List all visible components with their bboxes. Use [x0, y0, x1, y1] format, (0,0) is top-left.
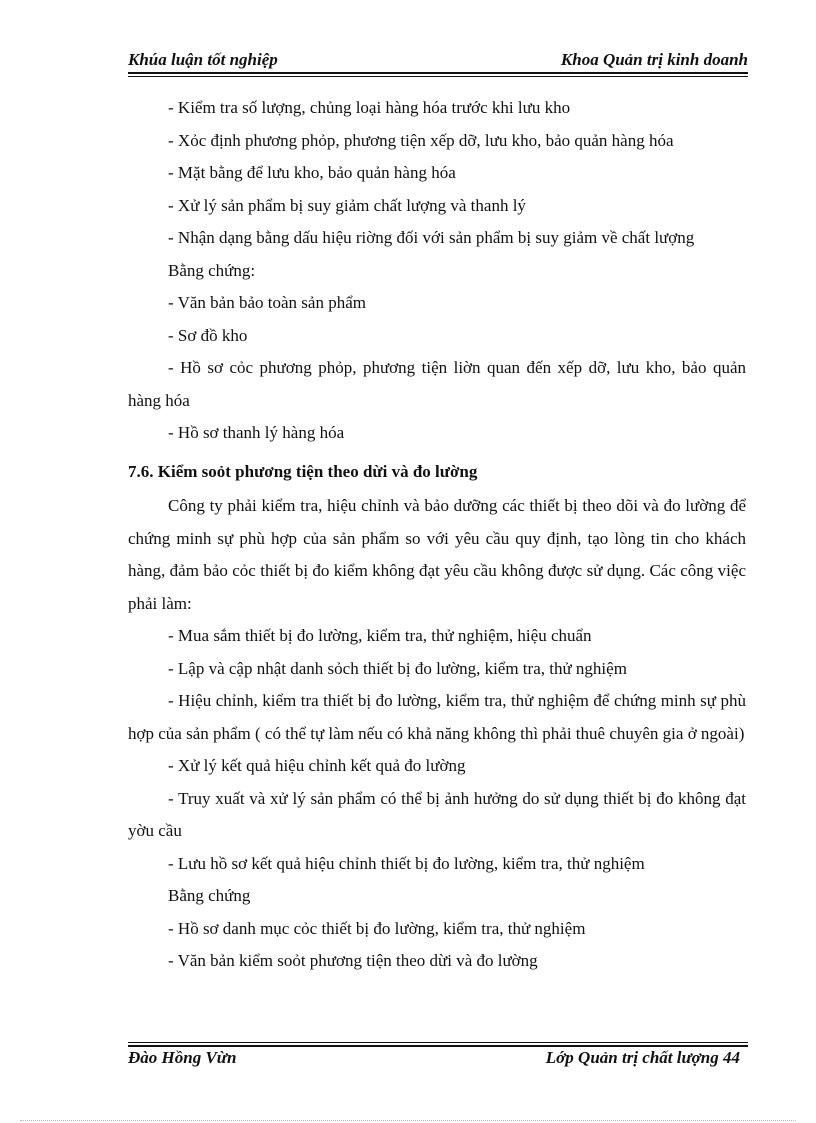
task-update-list: - Lập và cập nhật danh sỏch thiết bị đo lường, kiểm tra, thử nghiệm [168, 658, 627, 678]
evidence-control-doc: - Văn bản kiểm soỏt phương tiện theo dừi và đo lường [168, 951, 538, 970]
evidence-preservation-doc: - Văn bản bảo toàn sản phẩm [168, 293, 366, 312]
bullet-degraded-products: - Xử lý sản phẩm bị suy giảm chất lượng và thanh lý [168, 195, 526, 215]
page-header [128, 48, 748, 72]
evidence-liquidation-records: - Hồ sơ thanh lý hàng hóa [168, 423, 345, 442]
bullet-identification: - Nhận dạng bằng dấu hiệu riờng đối với sản phẩm bị suy giảm về chất lượng [168, 228, 695, 247]
task-purchase: - Mua sắm thiết bị đo lường, kiểm tra, thử nghiệm, hiệu chuẩn [168, 626, 592, 645]
task-keep-records: - Lưu hồ sơ kết quả hiệu chỉnh thiết bị đo lường, kiểm tra, thử nghiệm [168, 853, 645, 873]
evidence-label-2: Bằng chứng [168, 886, 251, 905]
task-process-results: - Xử lý kết quả hiệu chỉnh kết quả đo lường [168, 756, 466, 775]
bullet-handling-methods: - Xỏc định phương phỏp, phương tiện xếp dỡ, lưu kho, bảo quản hàng hóa [168, 130, 674, 150]
footer-author: Đào Hồng Vừn [128, 1048, 237, 1067]
page-footer [128, 1046, 748, 1070]
section-heading: 7.6. Kiểm soỏt phương tiện theo dừi và đo lường [128, 461, 478, 481]
page-bottom-dotted-line [20, 1120, 796, 1121]
header-thesis-title: Khúa luận tốt nghiệp [128, 50, 278, 69]
section-paragraph: Công ty phải kiểm tra, hiệu chỉnh và bảo dưỡng các thiết bị theo dõi và đo lường để chứng minh sự phù hợp của sản phẩm so với yêu cầu quy định, tạo lòng tin cho khách hàng, đảm bảo cỏc thiết bị đo kiểm không đạt yêu cầu không được sử dụng. Các công việc phải làm: [128, 496, 746, 613]
evidence-methods-records: - Hồ sơ cỏc phương phỏp, phương tiện liờn quan đến xếp dỡ, lưu kho, bảo quản hàng hóa [128, 358, 746, 410]
header-faculty: Khoa Quản trị kinh doanh [560, 50, 748, 69]
bullet-check-quantity: - Kiểm tra số lượng, chủng loại hàng hóa trước khi lưu kho [168, 98, 571, 117]
task-trace-products: - Truy xuất và xử lý sản phẩm có thể bị ảnh hưởng do sử dụng thiết bị đo không đạt yờu cầu [128, 788, 746, 840]
header-rule-thin [128, 76, 748, 77]
header-rule [128, 72, 748, 74]
footer-class: Lớp Quản trị chất lượng 44 [545, 1048, 740, 1067]
evidence-warehouse-map: - Sơ đồ kho [168, 325, 248, 345]
evidence-equipment-list: - Hồ sơ danh mục cỏc thiết bị đo lường, kiểm tra, thử nghiệm [168, 918, 586, 938]
bullet-storage-area: - Mặt bằng để lưu kho, bảo quản hàng hóa [168, 163, 456, 182]
evidence-label: Bằng chứng: [168, 260, 256, 280]
footer-rule-thin [128, 1042, 748, 1043]
document-body [128, 92, 746, 978]
task-calibrate: - Hiệu chỉnh, kiểm tra thiết bị đo lường, kiểm tra, thử nghiệm để chứng minh sự phù hợp của sản phẩm ( có thể tự làm nếu có khả năng không thì phải thuê chuyên gia ở ngoài) [128, 691, 746, 743]
